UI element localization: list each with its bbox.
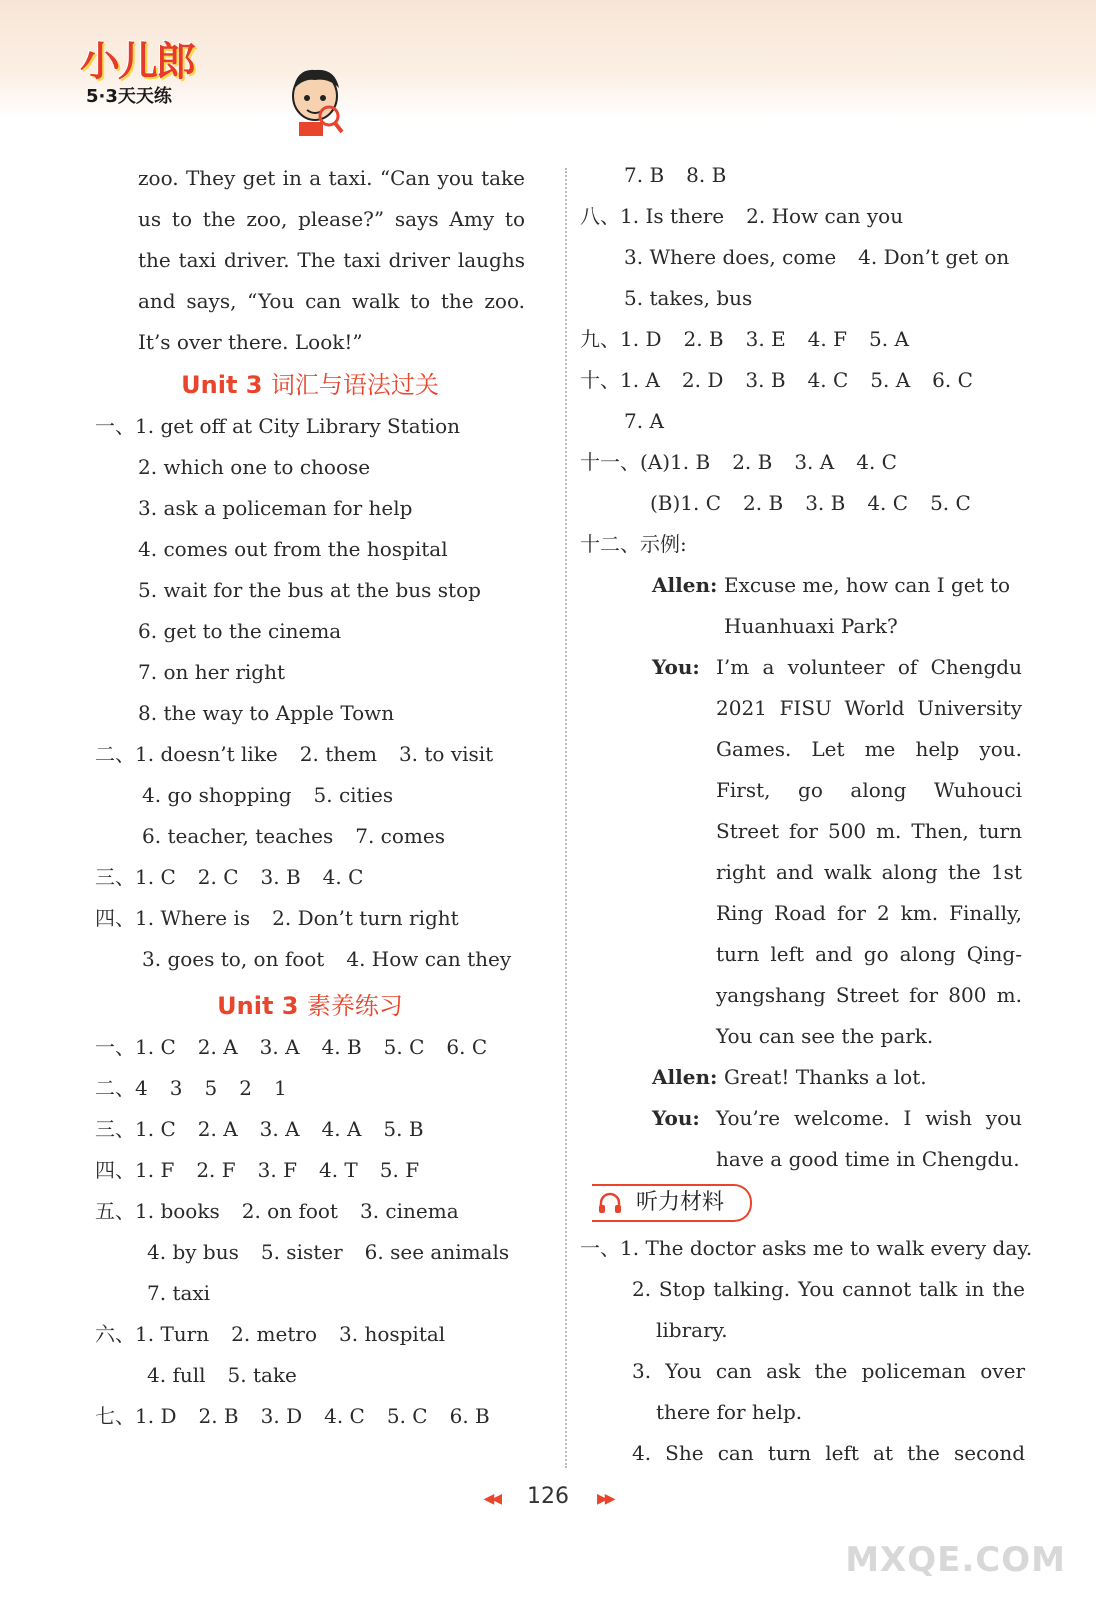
listening-line: there for help. bbox=[656, 1400, 803, 1424]
dialog-turn bbox=[652, 565, 1022, 647]
answer-item: 5. take bbox=[227, 1363, 297, 1387]
answer-item: 3. B bbox=[805, 491, 846, 515]
answer-line bbox=[95, 734, 535, 775]
dialog-line: I’m a volunteer of Chengdu bbox=[716, 655, 1022, 679]
answer-line bbox=[95, 1027, 535, 1068]
section-label: 二、 bbox=[95, 742, 135, 766]
answer-item: 5. C bbox=[386, 1404, 428, 1428]
listening-line: library. bbox=[656, 1318, 728, 1342]
dialog-line: Great! Thanks a lot. bbox=[724, 1065, 927, 1089]
headphones-icon bbox=[598, 1192, 622, 1214]
answer-item: 5. C bbox=[930, 491, 971, 515]
section-label: 一、 bbox=[95, 1035, 135, 1059]
answer-item: 7. A bbox=[624, 409, 664, 433]
answer-line bbox=[95, 1396, 535, 1437]
section-label: 一、 bbox=[95, 414, 135, 438]
heading-unit: Unit 3 bbox=[181, 371, 263, 399]
answer-item: 2. which one to choose bbox=[138, 455, 371, 479]
answer-item: 6. B bbox=[449, 1404, 490, 1428]
dialog-line: Ring Road for 2 km. Finally, bbox=[716, 901, 1022, 925]
answer-item: 1 bbox=[273, 1076, 287, 1100]
watermark: MXQE.COM bbox=[845, 1540, 1066, 1580]
heading-unit: Unit 3 bbox=[217, 992, 299, 1020]
logo-subtitle: 5·3天天练 bbox=[86, 86, 172, 107]
answer-item: 1. books bbox=[135, 1199, 220, 1223]
dialog-turn bbox=[652, 1057, 1022, 1098]
answer-item: 2. How can you bbox=[746, 204, 904, 228]
answer-item: 6. teacher, teaches bbox=[142, 824, 334, 848]
section-label: 九、 bbox=[580, 327, 620, 351]
column-divider bbox=[565, 168, 567, 1468]
dialog-line: You’re welcome. I wish you bbox=[716, 1106, 1022, 1130]
answer-item: 2. F bbox=[196, 1158, 236, 1182]
answer-item: 4. A bbox=[321, 1117, 362, 1141]
answer-line bbox=[580, 360, 1040, 401]
story-line: the taxi driver. The taxi driver laughs bbox=[138, 248, 525, 272]
answer-item: 2. B bbox=[683, 327, 724, 351]
story-line: It’s over there. Look!” bbox=[138, 330, 363, 354]
answer-line bbox=[580, 319, 1040, 360]
section-label: 三、 bbox=[95, 1117, 135, 1141]
answer-item: 1. Where is bbox=[135, 906, 251, 930]
answer-item: 4. B bbox=[321, 1035, 362, 1059]
section-label: 七、 bbox=[95, 1404, 135, 1428]
answer-line bbox=[95, 488, 535, 529]
answer-item: 3. B bbox=[745, 368, 786, 392]
logo-title: 小儿郎 bbox=[80, 39, 194, 85]
listening-title: 听力材料 bbox=[636, 1190, 725, 1215]
answer-item: 5. sister bbox=[260, 1240, 343, 1264]
answer-line bbox=[95, 1355, 535, 1396]
answer-item: 3. Where does, come bbox=[624, 245, 837, 269]
answer-item: 2. D bbox=[681, 368, 724, 392]
answer-item: 1. C bbox=[135, 1117, 176, 1141]
answer-item: 8. B bbox=[686, 163, 727, 187]
answer-item: 1. D bbox=[620, 327, 662, 351]
answer-item: 4. go shopping bbox=[142, 783, 292, 807]
answer-line bbox=[95, 693, 535, 734]
listening-line: 4. She can turn left at the second bbox=[632, 1441, 1025, 1465]
answer-item: 7. B bbox=[624, 163, 665, 187]
listening-line: 2. Stop talking. You cannot talk in the bbox=[632, 1277, 1025, 1301]
answer-item: 4. F bbox=[807, 327, 847, 351]
answer-item: 1. get off at City Library Station bbox=[135, 414, 460, 438]
heading-title: 素养练习 bbox=[306, 992, 403, 1020]
answer-item: 1. Turn bbox=[135, 1322, 210, 1346]
answer-item: 6. C bbox=[446, 1035, 488, 1059]
answer-item: 2. B bbox=[743, 491, 784, 515]
section-label: 六、 bbox=[95, 1322, 135, 1346]
answer-line bbox=[580, 401, 1040, 442]
next-arrows-icon: ▶▶ bbox=[597, 1491, 613, 1507]
left-column bbox=[95, 158, 535, 1437]
listening-line: 1. The doctor asks me to walk every day. bbox=[620, 1236, 1033, 1260]
answer-item: 4. C bbox=[867, 491, 909, 515]
answer-item: 1. Is there bbox=[620, 204, 725, 228]
answer-line bbox=[95, 652, 535, 693]
dialog-turn bbox=[652, 647, 1022, 1057]
dialog-speaker: Allen: bbox=[652, 573, 718, 597]
section-label: 四、 bbox=[95, 1158, 135, 1182]
answer-item: (A)1. B bbox=[640, 450, 711, 474]
prev-arrows-icon: ◀◀ bbox=[483, 1491, 499, 1507]
section-label: 十一、 bbox=[580, 450, 640, 474]
section-label: 八、 bbox=[580, 204, 620, 228]
dialog-line: First, go along Wuhouci bbox=[716, 778, 1022, 802]
page-number: 126 bbox=[527, 1484, 569, 1509]
answer-item: 5. F bbox=[379, 1158, 420, 1182]
listening-text bbox=[580, 1228, 1033, 1474]
page-footer bbox=[0, 1484, 1096, 1509]
section-heading-vocab bbox=[95, 365, 525, 406]
answer-item: 1. D bbox=[135, 1404, 177, 1428]
answer-item: 5. A bbox=[869, 327, 909, 351]
dialog-line: have a good time in Chengdu. bbox=[716, 1147, 1020, 1171]
answer-item: 5. cities bbox=[313, 783, 394, 807]
dialog-speaker: You: bbox=[652, 655, 700, 679]
answer-item: 3. ask a policeman for help bbox=[138, 496, 413, 520]
answer-line bbox=[580, 442, 1040, 483]
heading-title: 词汇与语法过关 bbox=[270, 371, 439, 399]
section-label: 二、 bbox=[95, 1076, 135, 1100]
answer-item: 2. A bbox=[197, 1035, 238, 1059]
answer-item: 3. cinema bbox=[359, 1199, 459, 1223]
answer-line bbox=[95, 447, 535, 488]
section-label: 三、 bbox=[95, 865, 135, 889]
answer-line bbox=[95, 1314, 535, 1355]
listening-material-tag bbox=[592, 1184, 752, 1222]
answer-item: 4. How can they bbox=[346, 947, 512, 971]
answer-item: 4. Don’t get on bbox=[858, 245, 1010, 269]
answer-item: 2. B bbox=[198, 1404, 239, 1428]
story-line: zoo. They get in a taxi. “Can you take bbox=[138, 166, 525, 190]
answer-item: 2. them bbox=[299, 742, 377, 766]
answer-item: 6. see animals bbox=[364, 1240, 510, 1264]
mascot-boy-icon bbox=[285, 66, 345, 138]
dialog-line: Street for 500 m. Then, turn bbox=[716, 819, 1022, 843]
answer-line bbox=[95, 1191, 535, 1232]
section-label: 一、 bbox=[580, 1236, 620, 1260]
answer-item: 1. C bbox=[135, 865, 176, 889]
answer-item: 1. F bbox=[135, 1158, 175, 1182]
answer-item: 5. A bbox=[870, 368, 911, 392]
answer-line bbox=[580, 524, 1040, 565]
answer-item: 4. C bbox=[324, 1404, 365, 1428]
answer-item: 7. taxi bbox=[147, 1281, 211, 1305]
dialog-line: Huanhuaxi Park? bbox=[724, 614, 898, 638]
answer-line bbox=[580, 155, 1040, 196]
answer-item: 7. on her right bbox=[138, 660, 286, 684]
answer-item: 1. A bbox=[620, 368, 660, 392]
section-label: 十二、 bbox=[580, 532, 640, 556]
answer-item: 3. A bbox=[794, 450, 835, 474]
answer-line bbox=[95, 775, 535, 816]
answer-item: 5. C bbox=[383, 1035, 425, 1059]
answer-item: 4. T bbox=[318, 1158, 358, 1182]
answer-item: 3. D bbox=[260, 1404, 303, 1428]
answer-line bbox=[95, 570, 535, 611]
answer-item: 8. the way to Apple Town bbox=[138, 701, 395, 725]
dialog-turn bbox=[652, 1098, 1022, 1180]
answer-item: 2. B bbox=[732, 450, 773, 474]
answer-item: 3. A bbox=[259, 1035, 300, 1059]
answer-line bbox=[95, 898, 535, 939]
story-text bbox=[95, 158, 525, 363]
answer-item: 4. by bus bbox=[147, 1240, 239, 1264]
dialog-speaker: Allen: bbox=[652, 1065, 718, 1089]
answer-item: 3. hospital bbox=[339, 1322, 446, 1346]
answer-line bbox=[95, 939, 535, 980]
answer-line bbox=[95, 857, 535, 898]
answer-line bbox=[580, 1228, 1033, 1269]
answer-line bbox=[580, 278, 1040, 319]
answer-item: 1. C bbox=[135, 1035, 176, 1059]
story-line: us to the zoo, please?” says Amy to bbox=[138, 207, 525, 231]
answer-item: 4 bbox=[135, 1076, 148, 1100]
dialog-speaker: You: bbox=[652, 1106, 700, 1130]
answer-line bbox=[95, 1232, 535, 1273]
answer-item: 2. Don’t turn right bbox=[272, 906, 459, 930]
answer-line bbox=[580, 196, 1040, 237]
answer-item: 5. B bbox=[383, 1117, 424, 1141]
section-heading-practice bbox=[95, 986, 525, 1027]
answer-item: 2 bbox=[239, 1076, 252, 1100]
header-banner bbox=[0, 0, 1096, 120]
answer-item: 5. takes, bus bbox=[624, 286, 753, 310]
answer-item: 4. full bbox=[147, 1363, 206, 1387]
answer-item: 5. wait for the bus at the bus stop bbox=[138, 578, 481, 602]
answer-line bbox=[580, 237, 1040, 278]
story-line: and says, “You can walk to the zoo. bbox=[138, 289, 525, 313]
example-label: 示例: bbox=[640, 532, 687, 556]
answer-item: (B)1. C bbox=[650, 491, 722, 515]
right-column bbox=[580, 155, 1040, 1474]
answer-item: 1. doesn’t like bbox=[135, 742, 278, 766]
answer-line bbox=[95, 1150, 535, 1191]
answer-item: 2. metro bbox=[231, 1322, 317, 1346]
answer-item: 3. goes to, on foot bbox=[142, 947, 325, 971]
answer-item: 6. get to the cinema bbox=[138, 619, 342, 643]
answer-item: 5 bbox=[204, 1076, 218, 1100]
answer-item: 3. F bbox=[257, 1158, 297, 1182]
answer-line bbox=[95, 1273, 535, 1314]
dialog-line: 2021 FISU World University bbox=[716, 696, 1022, 720]
answer-line bbox=[95, 529, 535, 570]
answer-item: 4. C bbox=[807, 368, 849, 392]
answer-line bbox=[95, 1109, 535, 1150]
dialog bbox=[580, 565, 1022, 1180]
answer-line bbox=[95, 1068, 535, 1109]
dialog-line: right and walk along the 1st bbox=[716, 860, 1022, 884]
dialog-line: yangshang Street for 800 m. bbox=[716, 983, 1022, 1007]
answer-item: 4. comes out from the hospital bbox=[138, 537, 448, 561]
answer-item: 2. A bbox=[197, 1117, 238, 1141]
answer-item: 3. B bbox=[260, 865, 301, 889]
answer-item: 2. on foot bbox=[241, 1199, 338, 1223]
answer-item: 3 bbox=[169, 1076, 183, 1100]
answer-line bbox=[580, 483, 1040, 524]
dialog-line: turn left and go along Qing- bbox=[716, 942, 1022, 966]
logo bbox=[80, 30, 280, 120]
listening-line: 3. You can ask the policeman over bbox=[632, 1359, 1025, 1383]
answer-line bbox=[95, 816, 535, 857]
answer-line bbox=[95, 611, 535, 652]
answer-item: 4. C bbox=[856, 450, 897, 474]
answer-item: 4. C bbox=[322, 865, 364, 889]
answer-item: 3. A bbox=[259, 1117, 300, 1141]
section-label: 四、 bbox=[95, 906, 135, 930]
section-label: 十、 bbox=[580, 368, 620, 392]
answer-item: 2. C bbox=[197, 865, 239, 889]
dialog-line: Games. Let me help you. bbox=[716, 737, 1022, 761]
dialog-line: Excuse me, how can I get to bbox=[724, 573, 1011, 597]
section-label: 五、 bbox=[95, 1199, 135, 1223]
answer-item: 6. C bbox=[932, 368, 973, 392]
dialog-line: You can see the park. bbox=[716, 1024, 934, 1048]
answer-item: 7. comes bbox=[355, 824, 445, 848]
answer-line bbox=[95, 406, 535, 447]
answer-item: 3. E bbox=[745, 327, 786, 351]
answer-item: 3. to visit bbox=[398, 742, 494, 766]
